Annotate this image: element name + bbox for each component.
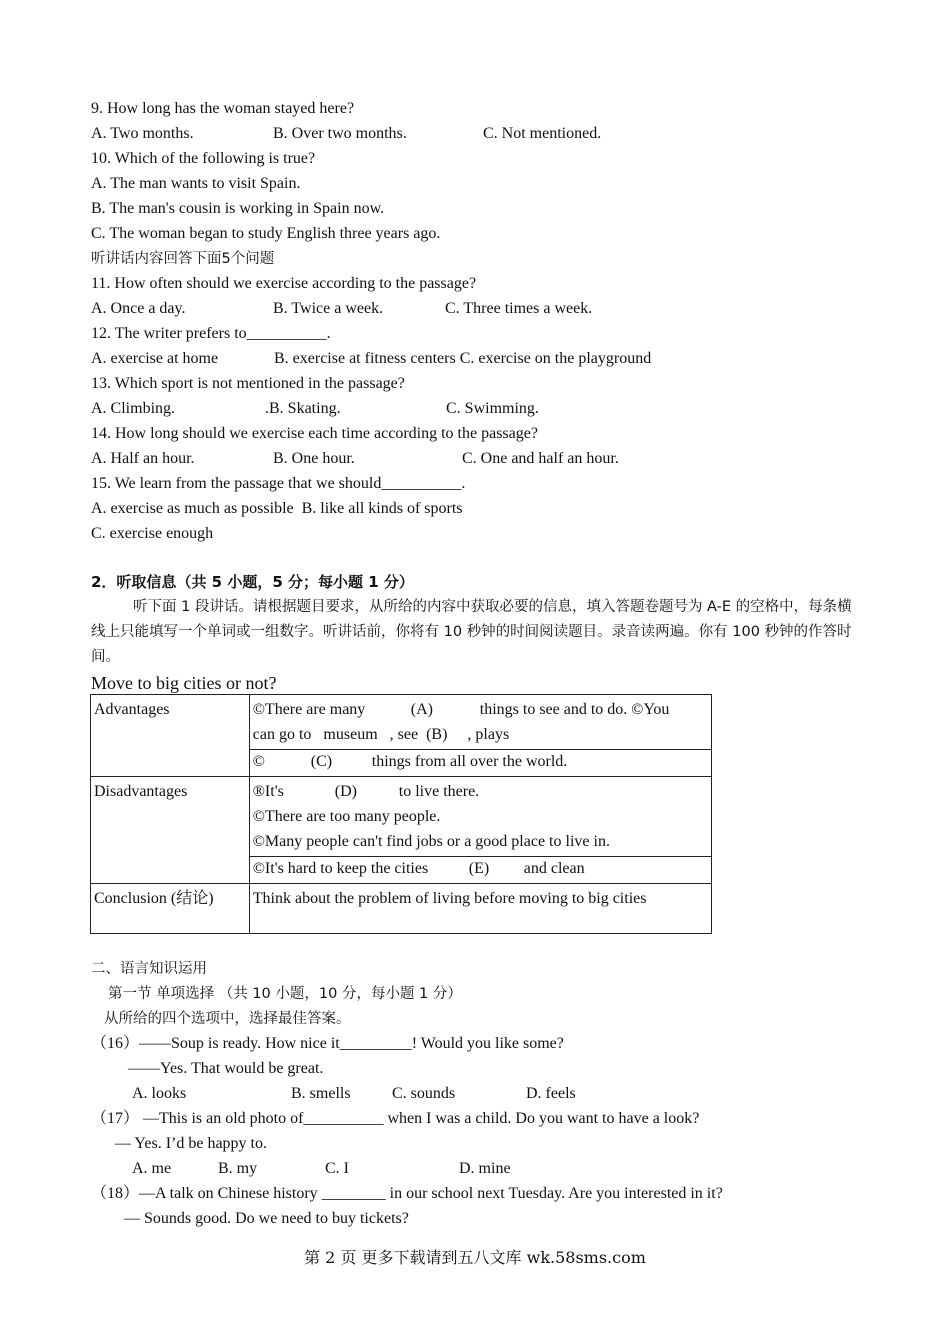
q12-option-a: A. exercise at home bbox=[91, 350, 219, 367]
q13-option-a: A. Climbing. bbox=[91, 400, 176, 417]
advantages-cell-2 bbox=[249, 750, 711, 777]
part-2-heading: 二、语言知识运用 bbox=[91, 961, 207, 977]
q9-option-b: B. Over two months. bbox=[273, 125, 407, 142]
listening-instruction: 听讲话内容回答下面5个问题 bbox=[91, 251, 275, 267]
q17-option-a: A. me bbox=[132, 1160, 172, 1177]
table-title: Move to big cities or not? bbox=[91, 673, 277, 693]
section-2-instructions: 听下面 1 段讲话。请根据题目要求，从所给的内容中获取必要的信息，填入答题卷题号为 A-E 的空格中，每条横线上只能填写一个单词或一组数字。听讲话前，你将有 10 秒钟的时间阅读题目。录音读两遍。你有 100 秒钟的作答时间。 bbox=[91, 599, 852, 665]
q15-option-ab: A. exercise as much as possible B. like all kinds of sports bbox=[91, 500, 463, 517]
page-footer: 第 2 页 更多下载请到五八文库 wk.58sms.com bbox=[304, 1248, 646, 1267]
adv-text-2a: © bbox=[252, 753, 265, 770]
conclusion-text: Think about the problem of living before moving to big cities bbox=[249, 884, 711, 934]
q12-option-bc: B. exercise at fitness centers C. exercise on the playground bbox=[274, 350, 652, 367]
q10-option-c: C. The woman began to study English three years ago. bbox=[91, 225, 441, 242]
adv-text-2c: things from all over the world. bbox=[371, 753, 568, 770]
part-2-instruction: 从所给的四个选项中，选择最佳答案。 bbox=[104, 1011, 351, 1027]
q16-option-c: C. sounds bbox=[392, 1085, 456, 1102]
question-15: 15. We learn from the passage that we should__________. bbox=[91, 475, 466, 492]
dis-text-1a: ®It's bbox=[252, 783, 284, 800]
adv-text-1a: ©There are many bbox=[252, 701, 366, 718]
info-table bbox=[90, 694, 712, 934]
question-12: 12. The writer prefers to__________. bbox=[91, 325, 331, 342]
q11-option-c: C. Three times a week. bbox=[445, 300, 593, 317]
dis-text-2: ©There are too many people. bbox=[252, 808, 441, 825]
question-11: 11. How often should we exercise according to the passage? bbox=[91, 275, 477, 292]
q14-option-a: A. Half an hour. bbox=[91, 450, 195, 467]
dis-text-1c: to live there. bbox=[398, 783, 480, 800]
disadvantages-cell-1 bbox=[249, 777, 711, 857]
q13-option-b: .B. Skating. bbox=[265, 400, 341, 417]
q17-option-b: B. my bbox=[218, 1160, 258, 1177]
q13-option-c: C. Swimming. bbox=[446, 400, 539, 417]
q9-option-a: A. Two months. bbox=[91, 125, 194, 142]
disadvantages-label: Disadvantages bbox=[91, 777, 250, 884]
q14-option-b: B. One hour. bbox=[273, 450, 355, 467]
advantages-cell-1 bbox=[249, 695, 711, 750]
dis-text-3: ©Many people can't find jobs or a good place to live in. bbox=[252, 833, 610, 850]
adv-text-1d: can go to museum , see (B) , plays bbox=[252, 726, 510, 743]
advantages-label: Advantages bbox=[91, 695, 250, 777]
q16-option-a: A. looks bbox=[132, 1085, 187, 1102]
q11-option-a: A. Once a day. bbox=[91, 300, 186, 317]
blank-c: (C) bbox=[310, 753, 333, 770]
question-13: 13. Which sport is not mentioned in the passage? bbox=[91, 375, 405, 392]
q16-option-b: B. smells bbox=[291, 1085, 351, 1102]
dis-text-4a: ©It's hard to keep the cities bbox=[252, 860, 429, 877]
dis-text-4c: and clean bbox=[523, 860, 585, 877]
question-14: 14. How long should we exercise each time according to the passage? bbox=[91, 425, 538, 442]
q9-option-c: C. Not mentioned. bbox=[483, 125, 602, 142]
section-2-heading: 2．听取信息（共 5 小题，5 分；每小题 1 分） bbox=[91, 573, 414, 591]
conclusion-label: Conclusion (结论) bbox=[91, 884, 250, 934]
question-18: （18）—A talk on Chinese history ________ in our school next Tuesday. Are you interested in it? bbox=[91, 1185, 723, 1202]
q17-option-c: C. I bbox=[325, 1160, 349, 1177]
q14-option-c: C. One and half an hour. bbox=[462, 450, 619, 467]
adv-text-1c: things to see and to do. ©You bbox=[479, 701, 670, 718]
q17-option-d: D. mine bbox=[459, 1160, 511, 1177]
q15-option-c: C. exercise enough bbox=[91, 525, 214, 542]
q10-option-b: B. The man's cousin is working in Spain now. bbox=[91, 200, 385, 217]
q17-reply: — Yes. I’d be happy to. bbox=[115, 1135, 267, 1152]
q16-option-d: D. feels bbox=[526, 1085, 576, 1102]
question-9: 9. How long has the woman stayed here? bbox=[91, 100, 355, 117]
blank-a: (A) bbox=[410, 701, 433, 718]
q16-reply: ——Yes. That would be great. bbox=[128, 1060, 324, 1077]
question-17: （17） —This is an old photo of__________ when I was a child. Do you want to have a look? bbox=[91, 1110, 700, 1127]
disadvantages-cell-2 bbox=[249, 857, 711, 884]
blank-e: (E) bbox=[468, 860, 490, 877]
q10-option-a: A. The man wants to visit Spain. bbox=[91, 175, 301, 192]
question-10: 10. Which of the following is true? bbox=[91, 150, 316, 167]
part-2-subheading: 第一节 单项选择 （共 10 小题，10 分，每小题 1 分） bbox=[108, 986, 462, 1002]
question-16: （16）——Soup is ready. How nice it_________! Would you like some? bbox=[91, 1035, 564, 1052]
q18-reply: — Sounds good. Do we need to buy tickets? bbox=[124, 1210, 409, 1227]
blank-d: (D) bbox=[334, 783, 357, 800]
q11-option-b: B. Twice a week. bbox=[273, 300, 384, 317]
